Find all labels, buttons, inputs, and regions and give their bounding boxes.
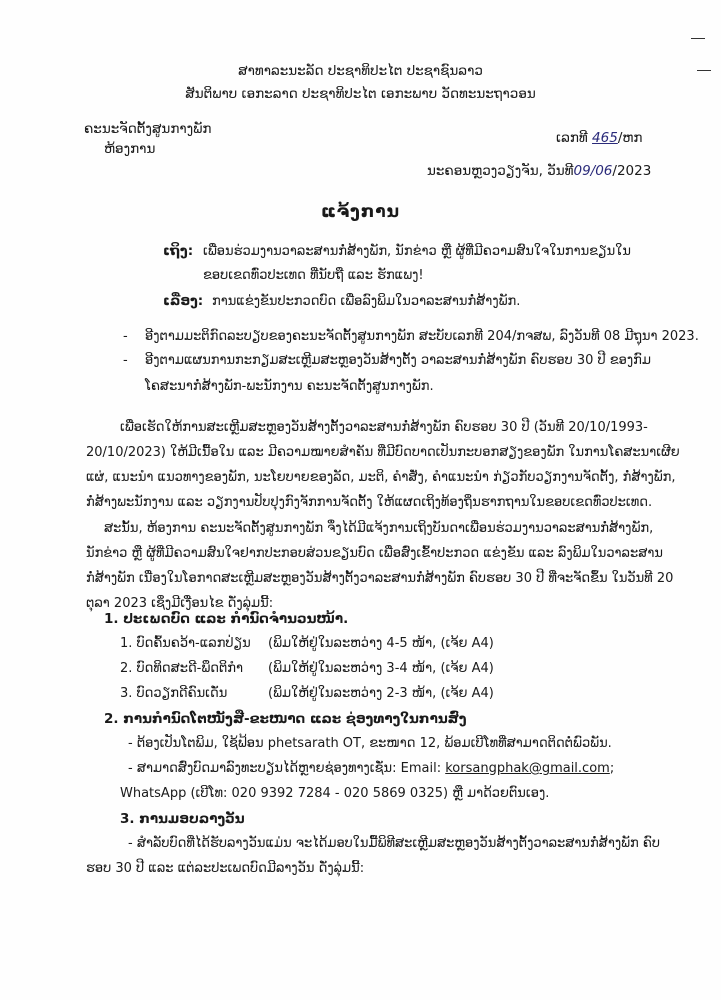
to-line1: ເພື່ອນຮ່ວມງານວາລະສານກໍ່ສ້າງພັກ, ນັກຂ່າວ ຫຼື ຜູ້ທີ່ມີຄວາມສົນໃຈໃນການຂຽນໃນ <box>203 244 631 259</box>
para1-line4: ກໍ່ສ້າງພະນັກງານ ແລະ ວຽກງານປັບປຸງກົງຈັກການຈັດຕັ້ງ ໃຫ້ແຜດເຖິງທ້ອງຖິ່ນຮາກຖານໃນຂອບເຂດທົ່ວປະເທດ. <box>86 495 653 510</box>
ref-number-prefix: ເລກທີ <box>556 130 588 146</box>
section2-title: 2. ການກໍານົດໂຕໜັງສື-ຂະໜາດ ແລະ ຊ່ອງທາງໃນການສົ່ງ <box>104 711 467 727</box>
section2-line2 <box>128 761 614 776</box>
ref1-dash: - <box>123 329 128 344</box>
subject-text: ການແຂ່ງຂັນປະກວດບົດ ເພື່ອລົງພິມໃນວາລະສານກໍ່ສ້າງພັກ. <box>212 294 521 309</box>
para1-line2: 20/10/2023) ໃຫ້ມີເນື້ອໃນ ແລະ ມີຄວາມໝາຍສໍາຄັນ ທີ່ມີບົດບາດເປັນກະບອກສຽງຂອງພັກ ໃນການໂຄສະນາເຜີຍ <box>86 445 680 460</box>
to-label: ເຖິງ: <box>163 243 194 259</box>
place-date <box>427 163 651 179</box>
para1-line3: ແຜ່, ແນະນໍາ ແນວທາງຂອງພັກ, ນະໂຍບາຍຂອງລັດ, ມະຕິ, ຄໍາສັ່ງ, ຄໍາແນະນໍາ ກ່ຽວກັບວຽກງານຈັດຕັ້ງ, ກໍ່ສ້າງພັກ, <box>86 470 676 485</box>
section3-title: 3. ການມອບລາງວັນ <box>120 811 245 827</box>
para2-line4: ຕຸລາ 2023 ເຊິ່ງມີເງື່ອນໄຂ ດັ່ງລຸ່ມນີ້: <box>86 596 274 611</box>
national-header-line2: ສັນຕິພາບ ເອກະລາດ ປະຊາທິປະໄຕ ເອກະພາບ ວັດທະນະຖາວອນ <box>185 86 536 102</box>
section1-item1-label: 1. ບົດຄົ້ນຄວ້າ-ແລກປ່ຽນ <box>120 636 251 651</box>
section2-line1: - ຕ້ອງເປັນໂຕພິມ, ໃຊ້ຟ້ອນ phetsarath OT, ຂະໜາດ 12, ພ້ອມເບີໂທທີ່ສາມາດຕິດຕໍ່ພົວພັນ. <box>128 736 612 751</box>
section1-item1-spec: (ພິມໃຫ້ຢູ່ໃນລະຫວ່າງ 4-5 ໜ້າ, (ເຈ້ຍ A4) <box>268 636 494 651</box>
date-handwritten: 09/06 <box>573 163 613 179</box>
margin-mark <box>697 70 711 71</box>
section1-item3-label: 3. ບົດວຽກດີຄົນເດັ່ນ <box>120 686 228 701</box>
ref2-line2: ໂຄສະນາກໍ່ສ້າງພັກ-ພະນັກງານ ຄະນະຈັດຕັ້ງສູນກາງພັກ. <box>145 379 434 394</box>
place-date-prefix: ນະຄອນຫຼວງວຽງຈັນ, ວັນທີ <box>427 163 574 179</box>
sender-dept: ຫ້ອງການ <box>104 141 156 157</box>
ref1-line1: ອີງຕາມມະຕິກົດລະບຽບຂອງຄະນະຈັດຕັ້ງສູນກາງພັກ ສະບັບເລກທີ 204/ກຈສພ, ລົງວັນທີ 08 ມີຖຸນາ 2023. <box>145 329 699 344</box>
section3-line1: - ສໍາລັບບົດທີ່ໄດ້ຮັບລາງວັນແມ່ນ ຈະໄດ້ມອບໃນມື້ພິທີສະເຫຼີມສະຫຼອງວັນສ້າງຕັ້ງວາລະສານກໍ່ສ້າງພັກ ຄົບ <box>128 836 660 851</box>
para2-line1: ສະນັ້ນ, ຫ້ອງການ ຄະນະຈັດຕັ້ງສູນກາງພັກ ຈຶ່ງໄດ້ມີແຈ້ງການເຖິງບັນດາເພື່ອນຮ່ວມງານວາລະສານກໍ່ສ້າງພັກ, <box>104 521 654 536</box>
section1-item3-spec: (ພິມໃຫ້ຢູ່ໃນລະຫວ່າງ 2-3 ໜ້າ, (ເຈ້ຍ A4) <box>268 686 494 701</box>
to-line2: ຂອບເຂດທົ່ວປະເທດ ທີ່ນັບຖື ແລະ ຮັກແພງ! <box>203 268 424 283</box>
subject-label: ເລື່ອງ: <box>163 293 204 309</box>
section1-item2-spec: (ພິມໃຫ້ຢູ່ໃນລະຫວ່າງ 3-4 ໜ້າ, (ເຈ້ຍ A4) <box>268 661 494 676</box>
margin-mark <box>691 38 705 39</box>
ref2-dash: - <box>123 353 128 368</box>
section2-line2-suffix: ; <box>609 761 615 776</box>
ref-number-handwritten: 465 <box>592 130 618 146</box>
para2-line2: ນັກຂ່າວ ຫຼື ຜູ້ທີ່ມີຄວາມສົນໃຈຢາກປະກອບສ່ວນຂຽນບົດ ເພື່ອສົ່ງເຂົ້າປະກວດ ແຂ່ງຂັນ ແລະ ລົງພິມໃນວາລະສານ <box>86 546 663 561</box>
para2-line3: ກໍ່ສ້າງພັກ ເນື່ອງໃນໂອກາດສະເຫຼີມສະຫຼອງວັນສ້າງຕັ້ງວາລະສານກໍ່ສ້າງພັກ ຄົບຮອບ 30 ປີ ທີ່ຈະຈັດຂຶ້ນ ໃນວັນທີ 20 <box>86 571 674 586</box>
section3-line2: ຮອບ 30 ປີ ແລະ ແຕ່ລະປະເພດບົດມີລາງວັນ ດັ່ງລຸ່ມນີ້: <box>86 861 365 876</box>
section2-line2-prefix: - ສາມາດສົ່ງບົດມາລົງທະບຽນໄດ້ຫຼາຍຊ່ອງທາງເຊັ່ນ: Email: <box>128 761 442 776</box>
ref2-line1: ອີງຕາມແຜນການກະກຽມສະເຫຼີມສະຫຼອງວັນສ້າງຕັ້ງ ວາລະສານກໍ່ສ້າງພັກ ຄົບຮອບ 30 ປີ ຂອງກົມ <box>145 353 651 368</box>
section1-item2-label: 2. ບົດທິດສະດີ-ພຶດຕິກໍາ <box>120 661 244 676</box>
date-year: /2023 <box>612 163 652 179</box>
section2-line3: WhatsApp (ເບີໂທ: 020 9392 7284 - 020 5869 0325) ຫຼື ມາດ້ວຍຕົນເອງ. <box>120 786 550 801</box>
para1-line1: ເພື່ອເຮັດໃຫ້ການສະເຫຼີມສະຫຼອງວັນສ້າງຕັ້ງວາລະສານກໍ່ສ້າງພັກ ຄົບຮອບ 30 ປີ (ວັນທີ 20/10/1993- <box>120 420 648 435</box>
ref-number-suffix: /ຫກ <box>617 130 643 146</box>
document-title: ແຈ້ງການ <box>320 202 401 222</box>
email-link[interactable]: korsangphak@gmail.com <box>445 761 610 776</box>
reference-number <box>556 130 642 146</box>
section1-title: 1. ປະເພດບົດ ແລະ ກໍານົດຈໍານວນໜ້າ. <box>104 611 349 627</box>
national-header-line1: ສາທາລະນະລັດ ປະຊາທິປະໄຕ ປະຊາຊົນລາວ <box>238 63 483 79</box>
sender-org: ຄະນະຈັດຕັ້ງສູນກາງພັກ <box>84 121 212 137</box>
